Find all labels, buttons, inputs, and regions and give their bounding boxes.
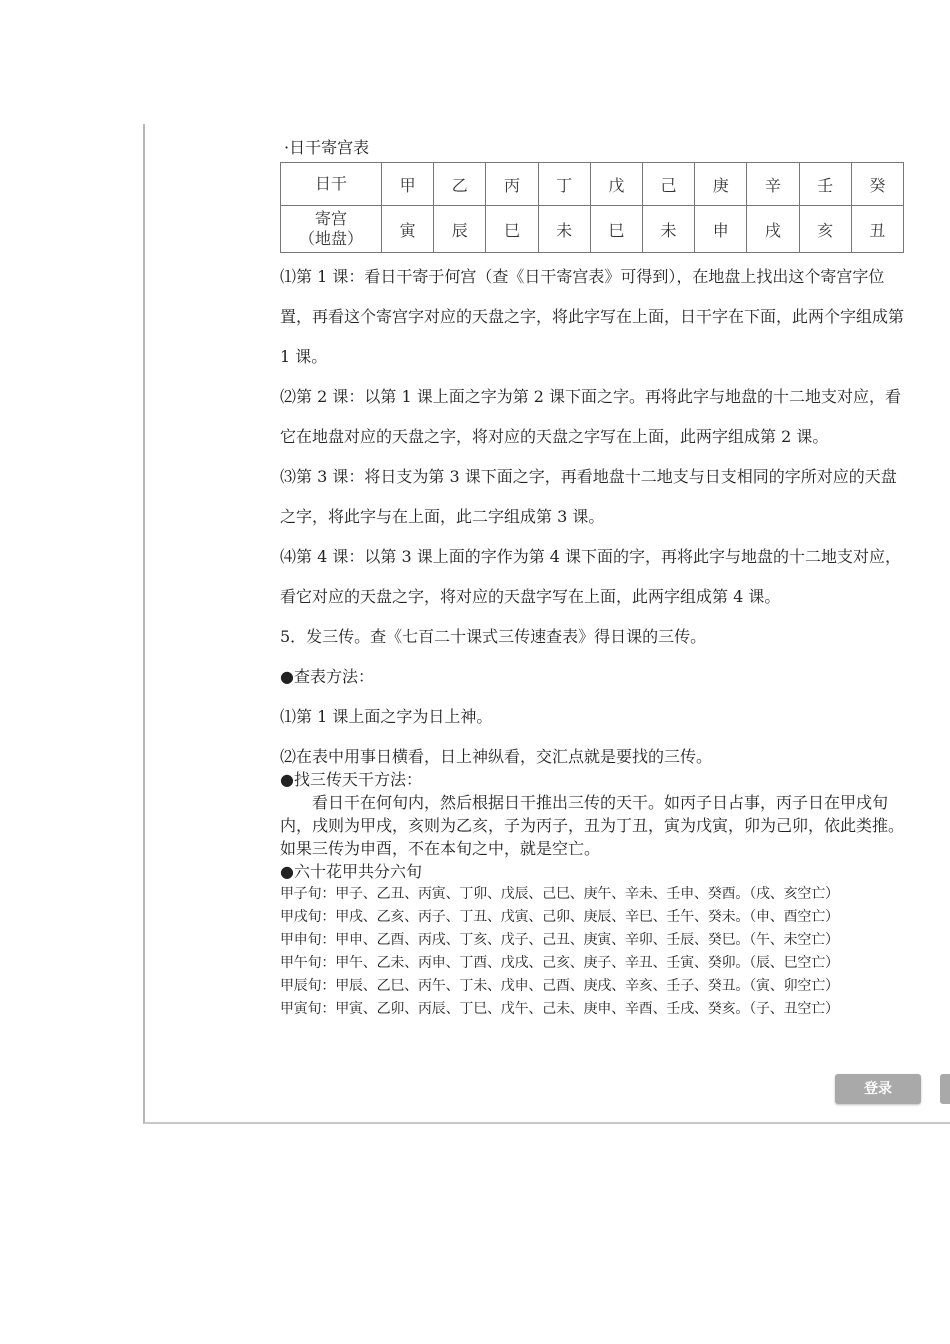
palace-cell: 寅 [382,206,434,253]
stem-cell: 乙 [434,163,486,206]
palace-cell: 亥 [799,206,851,253]
stem-cell: 丙 [486,163,538,206]
stem-cell: 壬 [799,163,851,206]
stem-cell: 庚 [695,163,747,206]
xun-line: 甲子旬：甲子、乙丑、丙寅、丁卯、戊辰、己巳、庚午、辛未、壬申、癸酉。（戌、亥空亡） [280,886,839,902]
register-button[interactable] [940,1074,950,1104]
stem-cell: 辛 [747,163,799,206]
table-title: ·日干寄宫表 [284,138,370,157]
stem-cell: 癸 [851,163,903,206]
stem-cell: 丁 [538,163,590,206]
xun-line: 甲午旬：甲午、乙未、丙申、丁酉、戊戌、己亥、庚子、辛丑、壬寅、癸卯。（辰、巳空亡） [280,955,839,971]
xun-line: 甲寅旬：甲寅、乙卯、丙辰、丁巳、戊午、己未、庚申、辛酉、壬戌、癸亥。（子、丑空亡） [280,1001,839,1017]
palace-cell: 巳 [590,206,642,253]
stem-row [281,163,904,206]
palace-cell: 戌 [747,206,799,253]
palace-cell: 未 [538,206,590,253]
stem-cell: 戊 [590,163,642,206]
stem-cell: 甲 [382,163,434,206]
row-header-palace-line1: 寄宫 [314,209,347,228]
heading-lookup-method: ●查表方法： [280,667,374,686]
document-content [280,138,904,1021]
paragraph-lesson-1: ⑴第 1 课：看日干寄于何宫（查《日干寄宫表》可得到），在地盘上找出这个寄宫字位置，再看这个寄宫字对应的天盘之字，将此字写在上面，日干字在下面，此两个字组成第 1 课。 [280,267,905,366]
stem-cell: 己 [642,163,694,206]
row-header-stem: 日干 [281,163,382,206]
heading-sixty-jiazi: ●六十花甲共分六旬 [280,862,422,881]
palace-cell: 巳 [486,206,538,253]
login-button[interactable]: 登录 [835,1074,921,1104]
paragraph-lesson-4: ⑷第 4 课：以第 3 课上面的字作为第 4 课下面的字，再将此字与地盘的十二地支对应，看它对应的天盘之字，将对应的天盘字写在上面，此两字组成第 4 课。 [280,547,902,606]
paragraph-find-stems: 看日干在何旬内，然后根据日干推出三传的天干。如丙子日占事，丙子日在甲戌旬内，戌则为甲戌，亥则为乙亥，子为丙子，丑为丁丑，寅为戊寅，卯为己卯，依此类推。如果三传为申酉，不在本旬之中，就是空亡。 [280,793,905,858]
xun-line: 甲戌旬：甲戌、乙亥、丙子、丁丑、戊寅、己卯、庚辰、辛巳、壬午、癸未。（申、酉空亡） [280,909,839,925]
xun-line: 甲辰旬：甲辰、乙巳、丙午、丁未、戊申、己酉、庚戌、辛亥、壬子、癸丑。（寅、卯空亡） [280,978,839,994]
palace-row [281,206,904,253]
palace-cell: 申 [695,206,747,253]
heading-find-stems: ●找三传天干方法： [280,770,422,789]
palace-cell: 丑 [851,206,903,253]
paragraph-lookup-step-2: ⑵在表中用事日横看，日上神纵看，交汇点就是要找的三传。 [280,747,713,766]
paragraph-lookup-step-1: ⑴第 1 课上面之字为日上神。 [280,707,493,726]
day-stem-palace-table [280,162,904,253]
row-header-palace-line2: （地盘） [298,229,363,248]
xun-line: 甲申旬：甲申、乙酉、丙戌、丁亥、戊子、己丑、庚寅、辛卯、壬辰、癸巳。（午、未空亡） [280,932,839,948]
palace-cell: 未 [642,206,694,253]
paragraph-lesson-3: ⑶第 3 课：将日支为第 3 课下面之字，再看地盘十二地支与日支相同的字所对应的天盘之字，将此字与在上面，此二字组成第 3 课。 [280,467,897,526]
palace-cell: 辰 [434,206,486,253]
paragraph-lesson-2: ⑵第 2 课：以第 1 课上面之字为第 2 课下面之字。再将此字与地盘的十二地支对应，看它在地盘对应的天盘之字，将对应的天盘之字写在上面，此两字组成第 2 课。 [280,387,902,446]
paragraph-three-transmissions: 5．发三传。查《七百二十课式三传速查表》得日课的三传。 [280,627,707,646]
row-header-palace [281,206,382,253]
